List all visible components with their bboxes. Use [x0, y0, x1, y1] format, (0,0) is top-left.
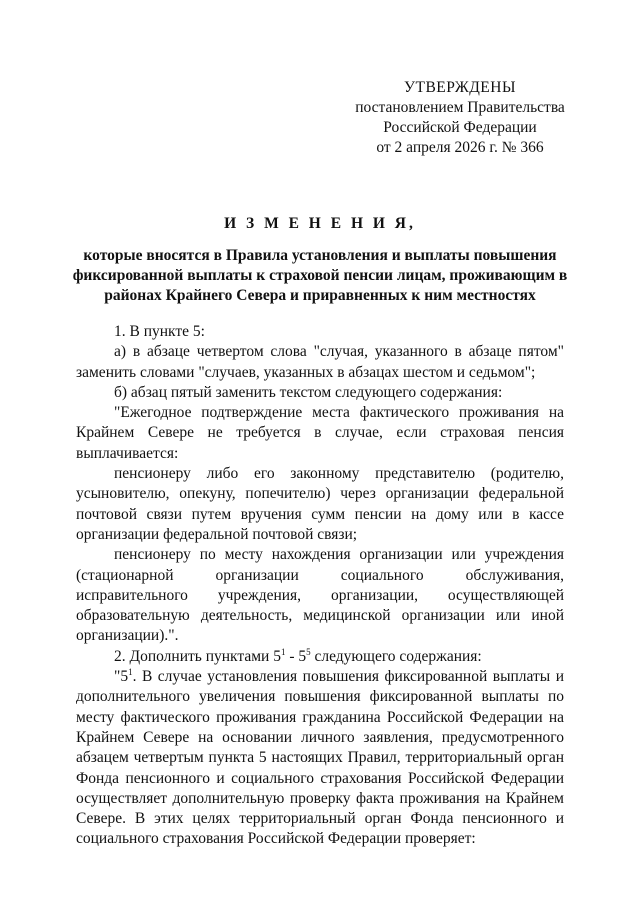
paragraph-8-text-a: "5	[114, 668, 129, 686]
paragraph-7-superscript-1: 1	[280, 646, 286, 657]
paragraph-7-text-c: следующего содержания:	[310, 647, 482, 665]
paragraph-8	[76, 667, 564, 850]
approval-block	[340, 78, 580, 158]
paragraph-8-superscript: 1	[128, 666, 133, 677]
paragraph-7-text-a: 2. Дополнить пунктами 5	[114, 647, 281, 665]
paragraph-1: 1. В пункте 5:	[114, 323, 205, 340]
paragraph-7-superscript-2: 5	[306, 646, 311, 657]
approval-title: УТВЕРЖДЕНЫ	[404, 79, 516, 96]
paragraph-7	[76, 647, 564, 667]
paragraph-2: а) в абзаце четвертом слова "случая, указанного в абзаце пятом" заменить словами "случаев, указанных в абзацах шестом и седьмом";	[76, 343, 564, 381]
paragraph-7-text-b: - 5	[285, 647, 307, 665]
paragraph-3: б) абзац пятый заменить текстом следующего содержания:	[114, 383, 503, 401]
document-title: И З М Е Н Е Н И Я,	[224, 215, 416, 232]
document-subtitle: которые вносятся в Правила установления и выплаты повышения фиксированной выплаты к страховой пенсии лицам, проживающим в районах Крайнего Севера и приравненных к ним местностях	[72, 247, 568, 304]
paragraph-8-text-b: . В случае установления повышения фиксированной выплаты и дополнительного увеличения повышения фиксированной выплаты по месту фактического проживания гражданина Российской Федерации на Крайнем Севере на основании личного заявления, предусмотренного абзацем четвертым пункта 5 настоящих Правил, территориальный орган Фонда пенсионного и социального страхования Российской Федерации осуществляет дополнительную проверку факта проживания на Крайнем Севере. В этих целях территориальный орган Фонда пенсионного и социального страхования Российской Федерации проверяет:	[76, 668, 564, 848]
paragraph-5: пенсионеру либо его законному представителю (родителю, усыновителю, опекуну, попечителю) через организации федеральной почтовой связи путем вручения сумм пенсии на дому или в кассе организации федеральной почтовой связи;	[76, 465, 564, 543]
paragraph-6: пенсионеру по месту нахождения организации или учреждения (стационарной организации социального обслуживания, исправительного учреждения, организации, осуществляющей образовательную деятельность, медицинской организации или иной организации).".	[76, 546, 564, 645]
document-heading	[60, 214, 580, 306]
paragraph-4: "Ежегодное подтверждение места фактического проживания на Крайнем Севере не требуется в случае, если страховая пенсия выплачивается:	[76, 404, 564, 462]
approval-line-1: постановлением Правительства	[355, 99, 565, 116]
approval-line-2: Российской Федерации	[383, 119, 537, 136]
document-body	[76, 322, 564, 850]
approval-line-3: от 2 апреля 2026 г. № 366	[376, 139, 544, 156]
